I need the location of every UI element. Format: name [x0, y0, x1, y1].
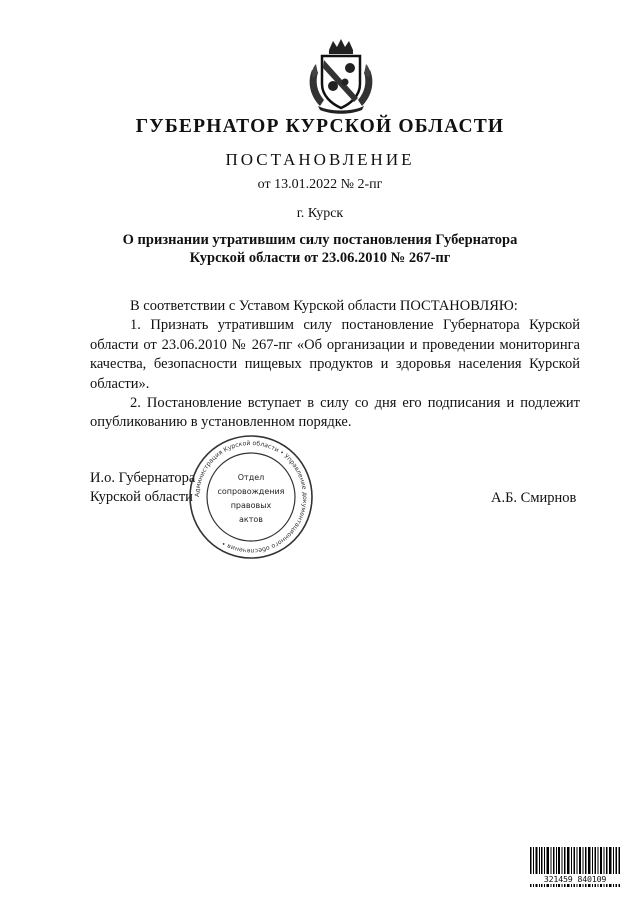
stamp-ring-text: Администрация Курской области • Управление документационного обеспечения •	[193, 439, 309, 555]
body-intro: В соответствии с Уставом Курской области ПОСТАНОВЛЯЮ:	[130, 298, 518, 314]
barcode-number: 321459 840109	[529, 874, 621, 884]
coat-of-arms-icon	[302, 36, 380, 114]
stamp-line-3: правовых	[230, 501, 272, 510]
issuer-title: ГУБЕРНАТОР КУРСКОЙ ОБЛАСТИ	[135, 116, 505, 137]
signatory-position-line-1: И.о. Губернатора	[90, 470, 196, 486]
document-type: ПОСТАНОВЛЕНИЕ	[225, 150, 415, 169]
document-body	[90, 297, 580, 433]
document-city: г. Курск	[296, 206, 344, 221]
body-item-2: 2. Постановление вступает в силу со дня его подписания и подлежит опубликованию в установленном порядке.	[90, 395, 580, 431]
stamp-line-1: Отдел	[237, 473, 265, 482]
document-date-number: от 13.01.2022 № 2-пг	[257, 177, 383, 192]
signatory-name: А.Б. Смирнов	[491, 490, 577, 506]
subject-line-2: Курской области от 23.06.2010 № 267-пг	[189, 250, 451, 266]
document-subject	[0, 231, 640, 267]
signatory-position	[90, 469, 195, 507]
stamp-line-2: сопровождения	[217, 487, 285, 496]
stamp-line-4: актов	[238, 515, 264, 524]
subject-line-1: О признании утратившим силу постановления Губернатора	[122, 232, 518, 248]
official-stamp	[188, 434, 314, 560]
body-item-1: 1. Признать утратившим силу постановление Губернатора Курской области от 23.06.2010 № 267-пг «Об организации и проведении мониторинга качества, безопасности пищевых продуктов и здоровья населения Курской области».	[90, 317, 580, 392]
signatory-position-line-2: Курской области	[90, 489, 193, 505]
